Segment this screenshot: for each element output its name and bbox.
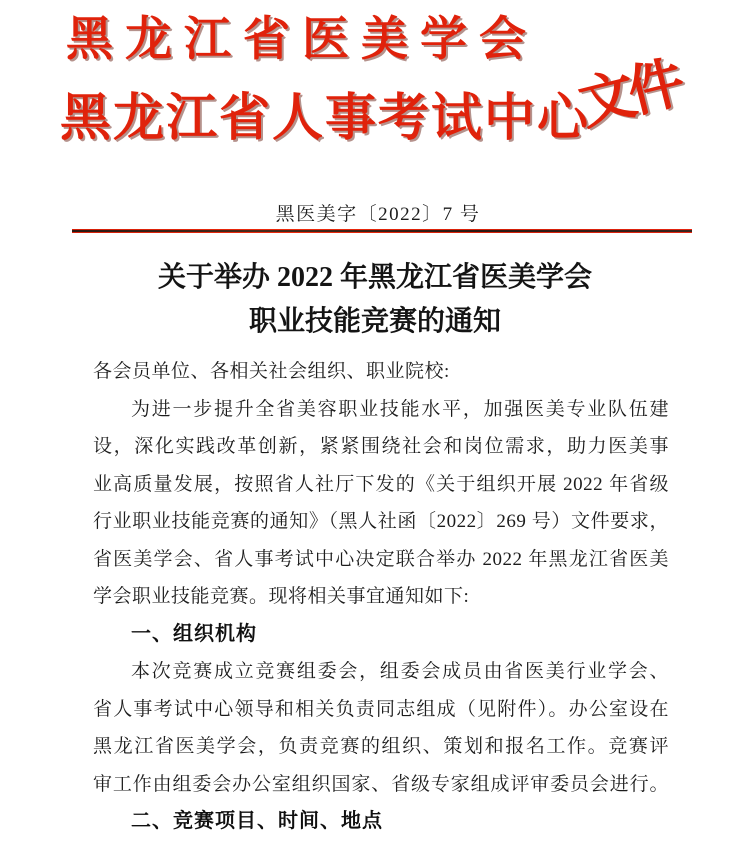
body-line: 业高质量发展，按照省人社厅下发的《关于组织开展 2022 年省级 <box>93 473 669 495</box>
body-line: 黑龙江省医美学会，负责竞赛的组织、策划和报名工作。竞赛评 <box>93 736 669 757</box>
body-line: 为进一步提升全省美容职业技能水平，加强医美专业队伍建 <box>131 398 669 420</box>
section-heading: 一、组织机构 <box>131 622 257 645</box>
body-line: 行业职业技能竞赛的通知》（黑人社函〔2022〕269 号）文件要求， <box>93 511 669 532</box>
notice-title-line-2: 职业技能竞赛的通知 <box>248 306 501 337</box>
body-line: 本次竞赛成立竞赛组委会，组委会成员由省医美行业学会、 <box>131 661 669 682</box>
body-text <box>93 353 669 841</box>
org-name-line2: 黑龙江省人事考试中心 <box>60 91 591 147</box>
body-line: 各会员单位、各相关社会组织、职业院校: <box>93 361 450 382</box>
body-line: 省医美学会、省人事考试中心决定联合举办 2022 年黑龙江省医美 <box>93 548 669 570</box>
body-line: 设，深化实践改革创新，紧紧围绕社会和岗位需求，助力医美事 <box>93 436 669 457</box>
notice-title-line-1: 关于举办 2022 年黑龙江省医美学会 <box>157 262 592 293</box>
org-name-line1: 黑龙江省医美学会 <box>66 14 538 66</box>
body-line: 审工作由组委会办公室组织国家、省级专家组成评审委员会进行。 <box>93 773 669 795</box>
notice-title <box>0 256 750 344</box>
body-line: 学会职业技能竞赛。现将相关事宜通知如下: <box>93 586 470 607</box>
section-heading: 二、竞赛项目、时间、地点 <box>131 810 383 832</box>
body-line: 省人事考试中心领导和相关负责同志组成（见附件）。办公室设在 <box>93 698 669 720</box>
red-separator-rule <box>72 229 692 233</box>
doc-type-label: 文件 <box>573 52 686 138</box>
doc-number: 黑医美字〔2022〕7 号 <box>275 204 481 225</box>
